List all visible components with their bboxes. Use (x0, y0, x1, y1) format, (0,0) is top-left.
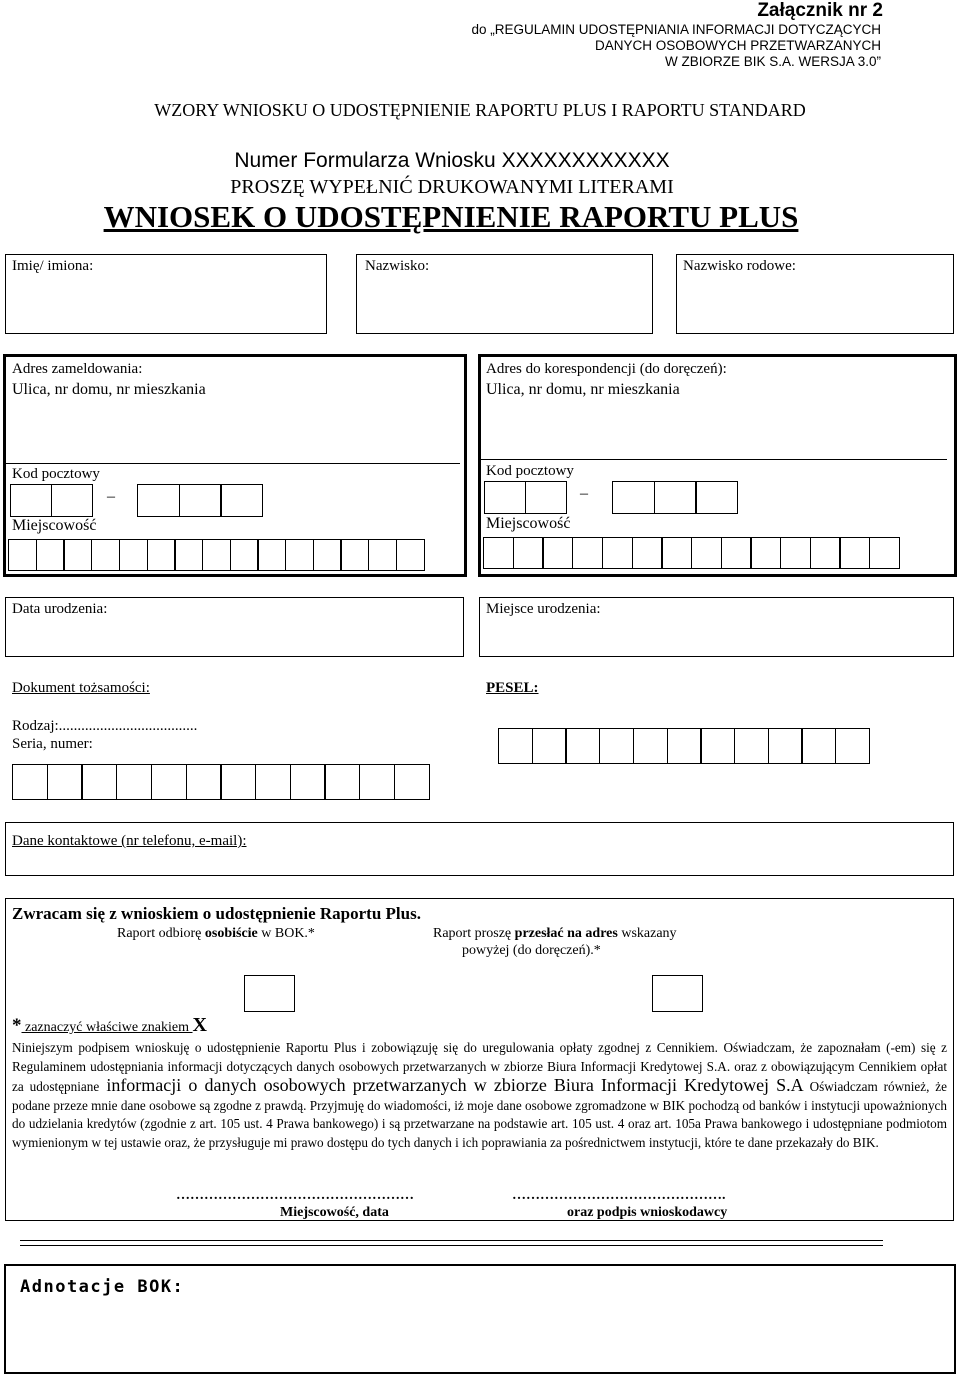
document-type[interactable]: Rodzaj:..................................... (12, 718, 198, 734)
option-mail-label: Raport proszę przesłać na adres wskazany (433, 926, 677, 941)
birth-place-label: Miejsce urodzenia: (486, 601, 601, 617)
registered-address-label: Adres zameldowania: (12, 361, 143, 377)
postal-code-prefix-left[interactable] (10, 484, 91, 517)
document-title: WZORY WNIOSKU O UDOSTĘPNIENIE RAPORTU PLUS I RAPORTU STANDARD (154, 100, 806, 120)
document-series-label: Seria, numer: (12, 736, 93, 752)
street-label-right: Ulica, nr domu, nr mieszkania (486, 381, 680, 398)
birth-date-label: Data urodzenia: (12, 601, 108, 617)
form-title: WNIOSEK O UDOSTĘPNIENIE RAPORTU PLUS (103, 199, 799, 234)
bok-notes-label: Adnotacje BOK: (20, 1277, 185, 1297)
signature-applicant-label: oraz podpis wnioskodawcy (567, 1205, 728, 1220)
form-number: Numer Formularza Wniosku XXXXXXXXXXXX (234, 149, 670, 172)
first-names-label: Imię/ imiona: (12, 258, 94, 274)
family-name-label: Nazwisko rodowe: (683, 258, 796, 274)
separator-double-line (20, 1240, 883, 1246)
attachment-title: Załącznik nr 2 (757, 0, 883, 21)
postal-dash-left: – (107, 488, 115, 505)
mail-checkbox[interactable] (652, 975, 703, 1012)
document-number-cells[interactable] (12, 764, 428, 800)
pickup-checkbox[interactable] (244, 975, 295, 1012)
attachment-line-3: W ZBIORZE BIK S.A. WERSJA 3.0” (664, 54, 881, 69)
city-cells-right[interactable] (483, 537, 899, 569)
signature-dots-place: …………………………………………… (176, 1188, 414, 1203)
city-cells-left[interactable] (8, 539, 424, 571)
attachment-line-1: do „REGULAMIN UDOSTĘPNIANIA INFORMACJI DOTYCZĄCYCH (471, 22, 881, 37)
first-names-field[interactable] (5, 254, 327, 334)
postal-dash-right: – (580, 485, 588, 502)
city-label-left: Miejscowość (12, 517, 97, 534)
request-heading: Zwracam się z wnioskiem o udostępnienie Raportu Plus. (12, 904, 421, 923)
pesel-label: PESEL: (486, 680, 539, 696)
attachment-line-2: DANYCH OSOBOWYCH PRZETWARZANYCH (594, 38, 881, 53)
postal-code-label-right: Kod pocztowy (486, 463, 574, 479)
pesel-cells[interactable] (498, 728, 869, 764)
surname-field[interactable] (356, 254, 653, 334)
city-label-right: Miejscowość (486, 515, 571, 532)
postal-code-suffix-right[interactable] (612, 481, 737, 514)
correspondence-address-label: Adres do korespondencji (do doręczeń): (486, 361, 727, 377)
option-pickup-label: Raport odbiorę osobiście w BOK.* (117, 926, 315, 941)
street-label-left: Ulica, nr domu, nr mieszkania (12, 381, 206, 398)
divider-right (481, 459, 947, 460)
postal-code-prefix-right[interactable] (484, 481, 565, 514)
surname-label: Nazwisko: (365, 258, 430, 274)
print-instruction: PROSZĘ WYPEŁNIĆ DRUKOWANYMI LITERAMI (230, 176, 674, 198)
signature-place-date-label: Miejscowość, data (280, 1205, 389, 1220)
family-name-field[interactable] (676, 254, 954, 334)
option-mail-label-2: powyżej (do doręczeń).* (462, 943, 601, 958)
signature-dots-sign: ………………………………………. (512, 1188, 726, 1203)
declaration-paragraph: Niniejszym podpisem wnioskuję o udostępnienie Raportu Plus i zobowiązuję się do uregulowania opłaty zgodnej z Cennikiem. Oświadczam, że zapoznałam (-em) się z Regulaminem udostępniania informacji dotyczących danych osobowych przetwarzanych w zbiorze Biura Informacji Kredytowej S.A. oraz z obowiązującym Cennikiem opłat za udostępniane informacji o danych osobowych przetwarzanych w zbiorze Biura Informacji Kredytowej S.A Oświadczam również, że podane przeze mnie dane osobowe są zgodne z prawdą. Przyjmuję do wiadomości, iż moje dane osobowe zgromadzone w BIK pochodzą od banków i instytucji upoważnionych do udzielania kredytów (zgodnie z art. 105 ust. 4 Prawa bankowego) i są przetwarzane na podstawie art. 105 ust. 4 oraz art. 105a Prawa bankowego i udostępniane podmiotom wymienionym w tej ustawie oraz, że przysługuje mi prawo dostępu do tych danych i ich poprawiania za pośrednictwem instytucji, które te dane przekazały do BIK. (12, 1040, 947, 1150)
postal-code-suffix-left[interactable] (137, 484, 262, 517)
contact-label: Dane kontaktowe (nr telefonu, e-mail): (12, 833, 247, 849)
divider-left (5, 463, 460, 464)
mark-note: * zaznaczyć właściwe znakiem X (12, 1014, 207, 1036)
postal-code-label-left: Kod pocztowy (12, 466, 100, 482)
id-document-label: Dokument tożsamości: (12, 680, 150, 696)
